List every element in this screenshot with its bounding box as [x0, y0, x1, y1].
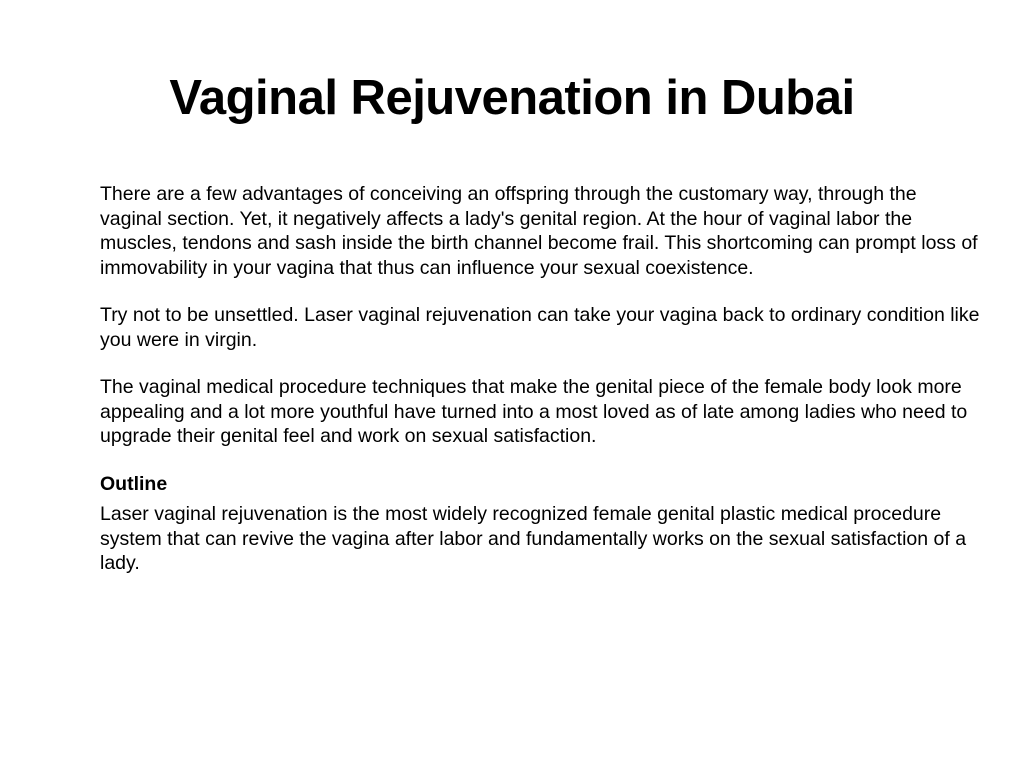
paragraph-advantages: There are a few advantages of conceiving an offspring through the customary way, through the vaginal section. Yet, it negatively affects a lady's genital region. At the hour of vaginal labor the muscles, tendons and sash inside the birth channel become frail. This shortcoming can prompt loss of immovability in your vagina that thus can influence your sexual coexistence. [100, 183, 978, 279]
outline-heading: Outline [100, 472, 168, 495]
outline-paragraph: Laser vaginal rejuvenation is the most widely recognized female genital plastic medical procedure system that can revive the vagina after labor and fundamentally works on the sexual satisfaction of a lady. [100, 503, 967, 574]
slide-title: Vaginal Rejuvenation in Dubai [169, 71, 855, 125]
paragraph-laser-intro: Try not to be unsettled. Laser vaginal rejuvenation can take your vagina back to ordinary condition like you were in virgin. [100, 304, 980, 351]
paragraph-procedure-techniques: The vaginal medical procedure techniques that make the genital piece of the female body look more appealing and a lot more youthful have turned into a most loved as of late among ladies who need to upgrade their genital feel and work on sexual satisfaction. [100, 376, 968, 447]
slide-body [100, 182, 980, 576]
